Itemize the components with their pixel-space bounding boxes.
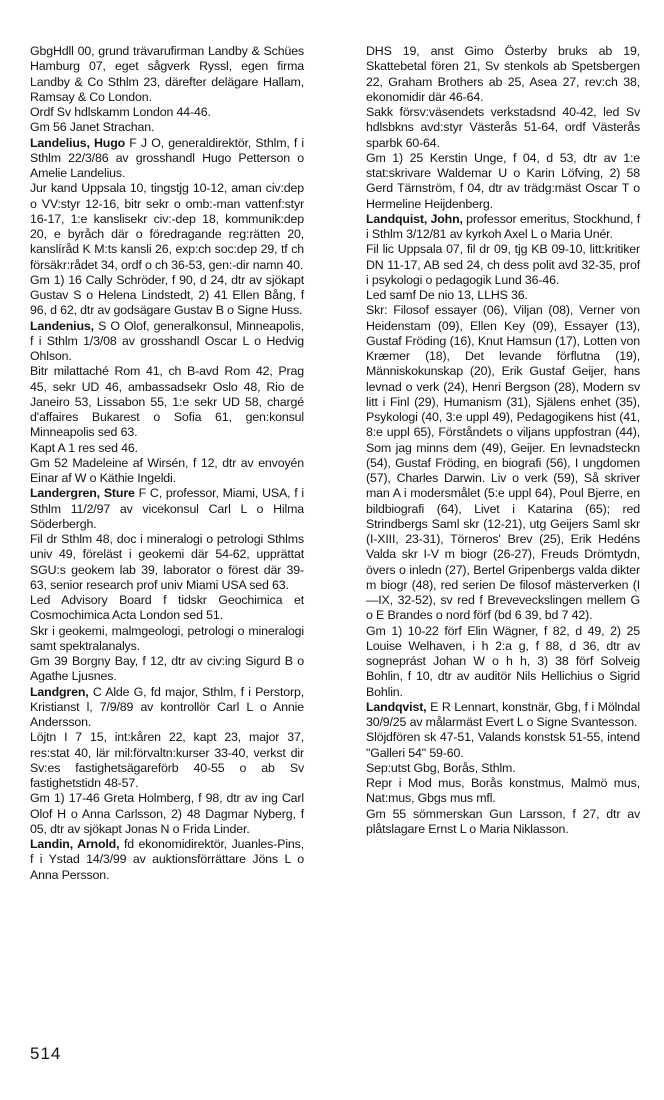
entry-text: E R Lennart, konstnär, Gbg, f i Mölndal 30/9/25 av målarmäst Evert L o Signe Svantesson. [366, 699, 640, 729]
entry-heading-paragraph [366, 212, 640, 243]
entry-text: S O Olof, generalkonsul, Minneapolis, f i Sthlm 1/3/08 av grosshandl Oscar L o Hedvig Ohlson. [30, 318, 304, 363]
entry-text: Fil lic Uppsala 07, fil dr 09, tjg KB 09-10, litt:kritiker DN 11-17, AB sed 24, ch dess polit avd 32-35, prof i psykologi o pedagogik Lund 36-46. [366, 242, 640, 287]
entry-heading-paragraph [30, 486, 304, 532]
entry-paragraph [30, 105, 304, 120]
entry-name: Landquist, John, [366, 211, 463, 226]
entry-paragraph [30, 532, 304, 593]
entry-text: Led Advisory Board f tidskr Geochimica et Cosmochimica Acta London sed 51. [30, 593, 304, 623]
entry-paragraph [366, 730, 640, 761]
entry-text: F J O, generaldirektör, Sthlm, f i Sthlm 22/3/86 av grosshandl Hugo Petterson o Amelie Landelius. [30, 135, 304, 180]
entry-text: Bitr milattaché Rom 41, ch B-avd Rom 42, Prag 45, sekr UD 46, ambassadsekr Oslo 48, Rio de Janeiro 53, Lissabon 55, 1:e sekr UD 58, chargé d'affaires Bukarest o Sofia 61, gen:konsul Minneapolis sed 63. [30, 364, 304, 440]
entry-text: Skr i geokemi, malmgeologi, petrologi o mineralogi samt spektralanalys. [30, 623, 304, 653]
right-column [366, 44, 640, 837]
entry-paragraph [30, 120, 304, 135]
entry-paragraph [366, 151, 640, 212]
entry-paragraph [366, 761, 640, 776]
entry-text: Kapt A 1 res sed 46. [30, 440, 138, 455]
entry-text: Gm 1) 17-46 Greta Holmberg, f 98, dtr av ing Carl Olof H o Anna Carlsson, 2) 48 Dagmar Nyberg, f 05, dtr av sjökapt Jonas N o Frida Linder. [30, 791, 304, 836]
entry-text: Fil dr Sthlm 48, doc i mineralogi o petrologi Sthlms univ 49, föreläst i geokemi där 54-62, upprättat SGU:s geokem lab 39, laborator o förest där 39-63, senior research prof univ Miami USA sed 63. [30, 532, 304, 592]
entry-text: fd ekonomidirektör, Juanles-Pins, f i Ystad 14/3/99 av auktionsförrättare Jöns L o Anna Persson. [30, 837, 304, 882]
entry-text: Ordf Sv hdlskamm London 44-46. [30, 105, 211, 119]
entry-paragraph [366, 242, 640, 288]
entry-text: Gm 56 Janet Strachan. [30, 120, 155, 135]
entry-paragraph [366, 776, 640, 807]
page-number: 514 [30, 1044, 62, 1063]
entry-heading-paragraph [30, 685, 304, 731]
entry-paragraph [30, 624, 304, 655]
entry-paragraph [30, 44, 304, 105]
entry-name: Landqvist, [366, 699, 427, 714]
entry-text: Gm 55 sömmerskan Gun Larsson, f 27, dtr av plåtslagare Ernst L o Maria Niklasson. [366, 806, 640, 836]
entry-text: Sakk försv:väsendets verkstadsnd 40-42, led Sv hdlsbkns avd:styr Västerås 51-64, ordf Västerås sparbk 60-64. [366, 105, 640, 150]
entry-name: Landergren, Sture [30, 486, 135, 501]
entry-paragraph [30, 456, 304, 487]
entry-text: DHS 19, anst Gimo Österby bruks ab 19, Skattebetal fören 21, Sv stenkols ab Spetsbergen 22, Graham Brothers ab 25, Asea 27, rev:ch 38, ekonomidir där 46-64. [366, 44, 640, 104]
entry-paragraph [366, 624, 640, 700]
entry-paragraph [366, 288, 640, 303]
entry-text: Skr: Filosof essayer (06), Viljan (08), Verner von Heidenstam (09), Ellen Key (09), Essayer (13), Gustaf Fröding (16), Knut Hamsun (17), Lotten von Kræmer (18), Det levande förflutna (19), Människokunskap (20), Erik Gustaf Geijer, hans levnad o verk (24), Henri Bergson (28), Modern sv litt i Finl (29), Humanism (31), Själens enhet (35), Psykologi (40, 3:e uppl 49), Pedagogikens hist (41, 8:e uppl 65), Förståndets o viljans uppfostran (44), Som jag minns dem (49), Geijer. En levnadsteckn (54), Gustaf Fröding, en biografi (56), I ungdomen (57), Charles Darwin. Liv o verk (59), Så skriver man A i modersmålet (5:e uppl 64), Poul Bjerre, en bildbiografi (64), Livet i Katarina (65); red Strindbergs Saml skr (12-21), utg Geijers Saml skr (I-XIII, 23-31), Törneros' Brev (25), Erik Hedéns Valda skr I-V m biogr (26-27), Freuds Drömtydn, övers o inledn (27), Bertel Gripenbergs valda dikter m biogr (48), red serien De filosof mästerverken (I—IX, 32-52), sv red f Breveveckslingen mellem G o E Brandes o nord förf (bd 6 39, bd 7 42). [366, 303, 640, 623]
entry-heading-paragraph [30, 837, 304, 883]
entry-paragraph [30, 181, 304, 273]
entry-paragraph [366, 807, 640, 838]
entry-paragraph [366, 105, 640, 151]
entry-text: Repr i Mod mus, Borås konstmus, Malmö mus, Nat:mus, Gbgs mus mfl. [366, 776, 640, 806]
entry-text: Gm 1) 25 Kerstin Unge, f 04, d 53, dtr av 1:e stat:skrivare Waldemar U o Karin Löfving, 2) 58 Gerd Tärnström, f 04, dtr av trädg:mäst Oscar T o Hermeline Heijdenberg. [366, 150, 640, 211]
entry-text: Gm 39 Borgny Bay, f 12, dtr av civ:ing Sigurd B o Agathe Ljusnes. [30, 654, 304, 684]
entry-text: Sep:utst Gbg, Borås, Sthlm. [366, 760, 516, 775]
entry-name: Landelius, Hugo [30, 135, 126, 150]
entry-paragraph [366, 303, 640, 623]
entry-paragraph [30, 441, 304, 456]
entry-text: Gm 52 Madeleine af Wirsén, f 12, dtr av envoyén Einar af W o Käthie Ingeldi. [30, 455, 304, 485]
entry-paragraph [30, 364, 304, 440]
entry-paragraph [30, 654, 304, 685]
entry-text: F C, professor, Miami, USA, f i Sthlm 11/2/97 av vicekonsul Carl L o Hilma Söderbergh. [30, 486, 305, 531]
entry-paragraph [30, 791, 304, 837]
entry-name: Landgren, [30, 684, 89, 699]
entry-text: C Alde G, fd major, Sthlm, f i Perstorp, Kristianst l, 7/9/89 av kontrollör Carl L o Annie Andersson. [30, 684, 304, 729]
entry-paragraph [366, 44, 640, 105]
entry-text: Löjtn I 7 15, int:kåren 22, kapt 23, major 37, res:stat 40, lär mil:förvaltn:kurser 33-40, verkst dir Sv:es fastighetsägareförb 40-55 o ab Sv fastighetstidn 48-57. [30, 730, 304, 790]
entry-text: Slöjdfören sk 47-51, Valands konstsk 51-55, intend "Galleri 54" 59-60. [366, 730, 640, 760]
entry-paragraph [30, 273, 304, 319]
entry-paragraph [30, 730, 304, 791]
entry-text: Gm 1) 16 Cally Schröder, f 90, d 24, dtr av sjökapt Gustav S o Helena Lindstedt, 2) 41 Ellen Bång, f 96, d 62, dtr av godsägare Gustav B o Signe Huss. [30, 272, 304, 318]
entry-heading-paragraph [30, 136, 304, 182]
entry-text: Led samf De nio 13, LLHS 36. [366, 288, 528, 302]
entry-name: Landin, Arnold, [30, 837, 120, 851]
left-column [30, 44, 304, 883]
entry-heading-paragraph [30, 319, 304, 365]
entry-text: Jur kand Uppsala 10, tingstjg 10-12, aman civ:dep o VV:styr 12-16, bitr sekr o omb:-man vattenf:styr 16-17, 1:e kanslisekr civ:-dep 18, kommunik:dep 20, e byråch där o föredragande reg:rätten 20, kanslíråd K M:ts kansli 26, exp:ch soc:dep 29, tf ch försäkr:rådet 34, ordf o ch 36-53, gen:-dir namn 40. [30, 181, 304, 272]
entry-text: GbgHdll 00, grund trävarufirman Landby & Schües Hamburg 07, eget sågverk Ryssl, egen firma Landby & Co Sthlm 23, därefter delägare Hallam, Ramsay & Co London. [30, 44, 304, 104]
entry-paragraph [30, 593, 304, 624]
entry-text: Gm 1) 10-22 förf Elin Wägner, f 82, d 49, 2) 25 Louise Welhaven, i h 2:a g, f 88, d 36, dtr av sogneprást Johan W o h h, 3) 38 förf Solveig Bohlin, f 10, dtr av auditör Nils Hellichius o Sigrid Bohlin. [366, 623, 640, 699]
entry-heading-paragraph [366, 700, 640, 731]
entry-name: Landenius, [30, 318, 94, 333]
entry-text: professor emeritus, Stockhund, f i Sthlm 3/12/81 av kyrkoh Axel L o Maria Unér. [366, 211, 640, 241]
